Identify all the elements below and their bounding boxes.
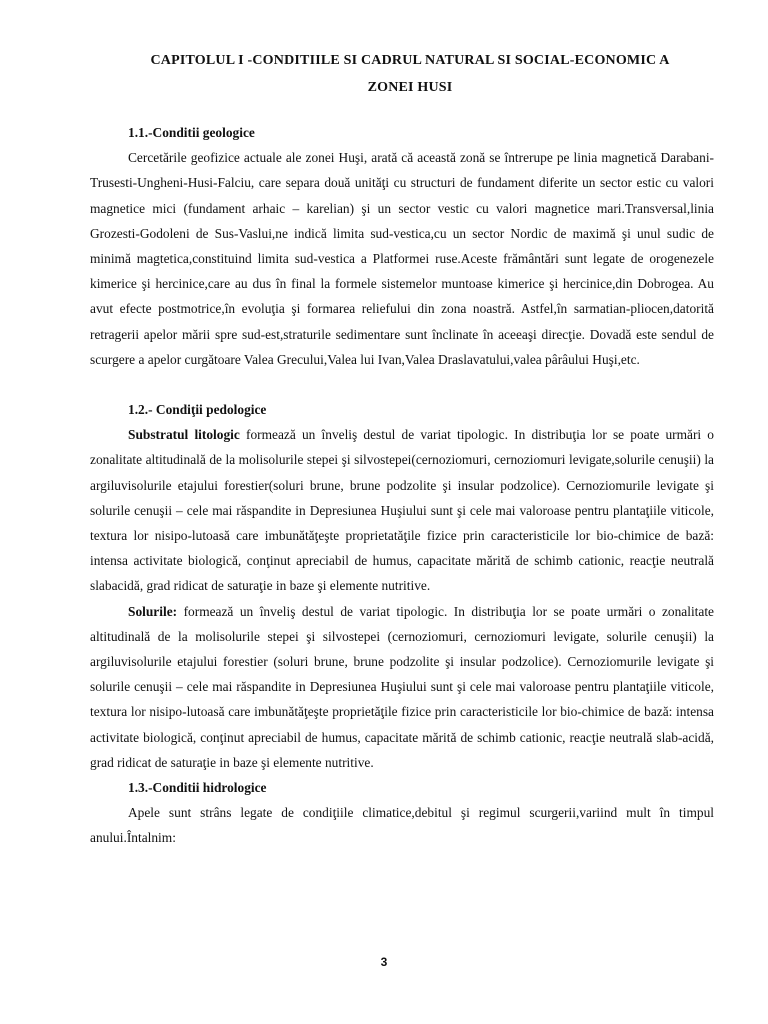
chapter-title	[90, 47, 730, 101]
section-heading-pedology: 1.2.- Condiţii pedologice	[128, 402, 267, 418]
page-number: 3	[380, 955, 388, 969]
section-heading-hydrology: 1.3.-Conditii hidrologice	[128, 780, 267, 796]
paragraph-geology: Cercetările geofizice actuale ale zonei Huşi, arată că această zonă se întrerupe pe linia magnetică Darabani-Trusesti-Ungheni-Husi-Falciu, care separa două unităţi cu structuri de fundament diferite un sector estic cu valori magnetice mici (fundament arhaic – karelian) şi un sector vestic cu valori magnetice mari.Transversal,linia Grozesti-Godoleni de Sus-Vaslui,ne indică limita sud-vestica,cu un sector Nordic de maximă şi unul sudic de minimă magtetica,constituind limita sud-vestica a Platformei ruse.Aceste frământări sunt legate de orogenezele kimerice şi hercinice,care au dus în final la formele sistemelor muntoase kimerice şi hercinice,din Dobrogea. Au avut efecte postmotrice,în evoluţia şi formarea reliefului din zona noastră. Astfel,în sarmatian-pliocen,datorită retragerii apelor mării spre sud-est,straturile sedimentare sunt înclinate în aceeaşi direcţie. Dovadă este sendul de scurgere a apelor curgătoare Valea Grecului,Valea lui Ivan,Valea Draslavatului,valea pârâului Huşi,etc.	[90, 150, 714, 367]
paragraph-soils-lead: Solurile:	[128, 603, 178, 619]
paragraph-substrate-lead: Substratul litologic	[128, 427, 240, 443]
document-body	[90, 120, 714, 851]
paragraph-substrate-text: formează un înveliş destul de variat tipologic. In distribuţia lor se poate urmări o zonalitate altitudinală de la molisolurile stepei şi silvostepei(cernoziomuri, cernoziomuri levigate,solurile cenuşii) la argiluvisolurile etajului forestier(soluri brune, brune podzolite şi insular podzolice). Cernoziomurile levigate şi solurile cenuşii – cele mai răspandite in Depresiunea Huşiului sunt şi cele mai valoroase pentru plantaţiile viticole, textura lor nisipo-lutoasă care imbunătăţeşte proprietatăţile fizice prin caracteristicile lor bio-chimice de bază: intensa activitate biologică, conţinut apreciabil de humus, capacitate mărită de schimb cationic, reacţie neutrală slabacidă, grad ridicat de saturaţie in baze şi elemente nutritive.	[90, 427, 715, 594]
chapter-title-line-1: CAPITOLUL I -CONDITIILE SI CADRUL NATURAL SI SOCIAL-ECONOMIC A	[150, 53, 670, 68]
paragraph-soils	[90, 599, 714, 775]
paragraph-substrate	[90, 422, 714, 598]
paragraph-hydrology: Apele sunt strâns legate de condiţiile climatice,debitul şi regimul scurgerii,variind mult în timpul anului.Întalnim:	[90, 805, 714, 846]
paragraph-soils-text: formează un înveliş destul de variat tipologic. In distribuţia lor se poate urmări o zonalitate altitudinală de la molisolurile stepei şi silvostepei (cernoziomuri, cernoziomuri levigate, solurile cenuşii) la argiluvisolurile etajului forestier (soluri brune, brune podzolite şi insular podzolice). Cernoziomurile levigate şi solurile cenuşii – cele mai răspandite in Depresiunea Huşiului sunt şi cele mai valoroase pentru plantaţiile viticole, textura lor nisipo-lutoasă care imbunătăţeşte proprietăţile fizice prin caracteristicile lor bio-chimice de bază: intensa activitate biologică, conţinut apreciabil de humus, capacitate mărită de schimb cationic, reacţie neutrală slab-acidă, grad ridicat de saturaţie in baze şi elemente nutritive.	[90, 603, 714, 770]
section-heading-geology: 1.1.-Conditii geologice	[128, 125, 255, 140]
chapter-title-line-2: ZONEI HUSI	[367, 80, 453, 95]
